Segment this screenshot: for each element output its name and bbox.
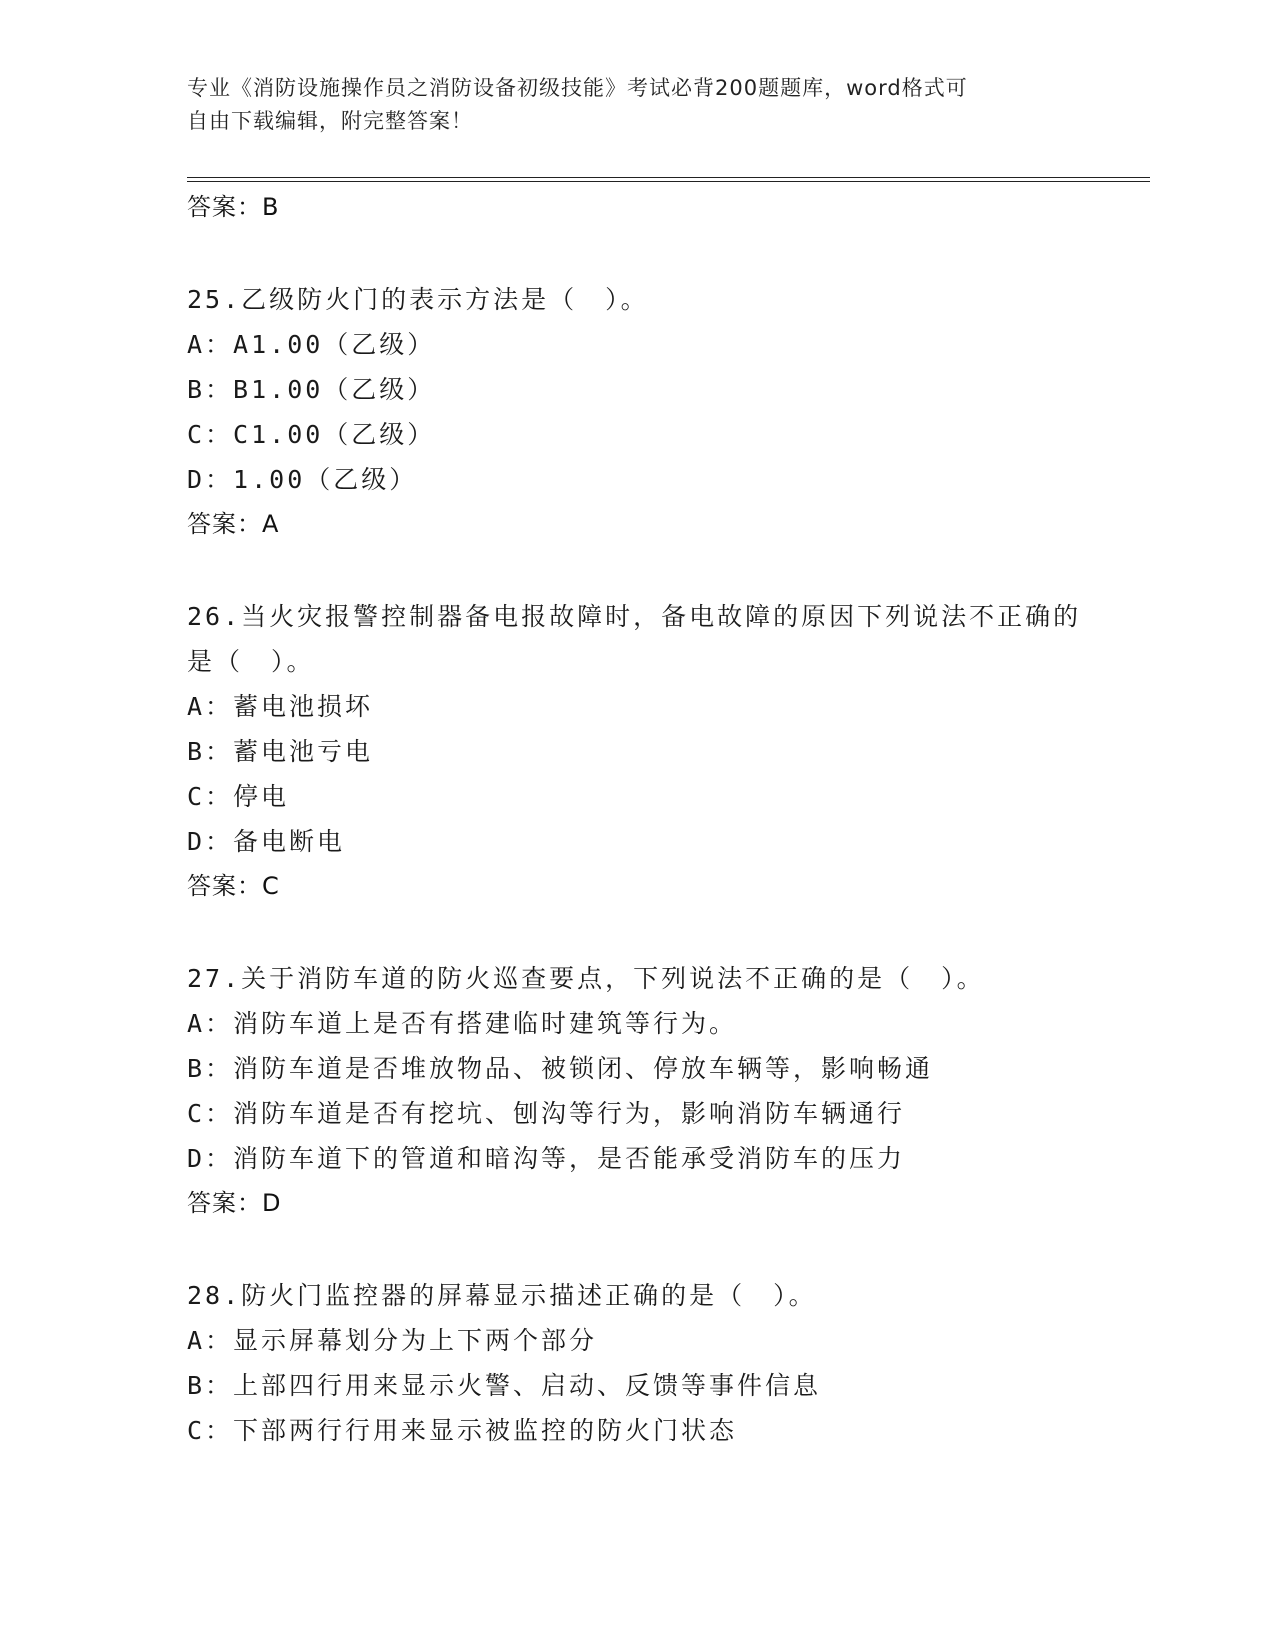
question-28 xyxy=(187,1273,1147,1453)
option-b: B：消防车道是否堆放物品、被锁闭、停放车辆等，影响畅通 xyxy=(187,1054,934,1083)
option-d: D：消防车道下的管道和暗沟等，是否能承受消防车的压力 xyxy=(187,1144,906,1173)
answer: 答案：D xyxy=(187,1189,282,1217)
previous-answer: 答案：B xyxy=(187,193,280,221)
header-divider-top xyxy=(187,177,1150,178)
question-list xyxy=(187,185,1147,1453)
option-a: A：显示屏幕划分为上下两个部分 xyxy=(187,1326,598,1355)
answer: 答案：C xyxy=(187,872,280,900)
question-27 xyxy=(187,956,1147,1225)
question-text: 26.当火灾报警控制器备电报故障时，备电故障的原因下列说法不正确的是（ ）。 xyxy=(187,602,1082,676)
answer: 答案：A xyxy=(187,510,280,538)
option-d: D：1.00（乙级） xyxy=(187,465,418,494)
header-line-2: 自由下载编辑，附完整答案！ xyxy=(187,109,473,133)
document-header xyxy=(187,72,1087,138)
question-25 xyxy=(187,277,1147,546)
option-b: B：B1.00（乙级） xyxy=(187,375,436,404)
question-text: 25.乙级防火门的表示方法是（ ）。 xyxy=(187,285,649,314)
question-26 xyxy=(187,594,1147,908)
header-line-1: 专业《消防设施操作员之消防设备初级技能》考试必背200题题库，word格式可 xyxy=(187,76,968,100)
option-a: A：消防车道上是否有搭建临时建筑等行为。 xyxy=(187,1009,738,1038)
header-divider-bottom xyxy=(187,181,1150,182)
option-b: B：蓄电池亏电 xyxy=(187,737,374,766)
question-text: 28.防火门监控器的屏幕显示描述正确的是（ ）。 xyxy=(187,1281,817,1310)
option-c: C：C1.00（乙级） xyxy=(187,420,436,449)
option-a: A：蓄电池损坏 xyxy=(187,692,374,721)
option-b: B：上部四行用来显示火警、启动、反馈等事件信息 xyxy=(187,1371,822,1400)
option-d: D：备电断电 xyxy=(187,827,346,856)
option-c: C：下部两行行用来显示被监控的防火门状态 xyxy=(187,1416,738,1445)
option-c: C：消防车道是否有挖坑、刨沟等行为，影响消防车辆通行 xyxy=(187,1099,906,1128)
question-text: 27.关于消防车道的防火巡查要点，下列说法不正确的是（ ）。 xyxy=(187,964,985,993)
option-c: C：停电 xyxy=(187,782,290,811)
option-a: A：A1.00（乙级） xyxy=(187,330,436,359)
